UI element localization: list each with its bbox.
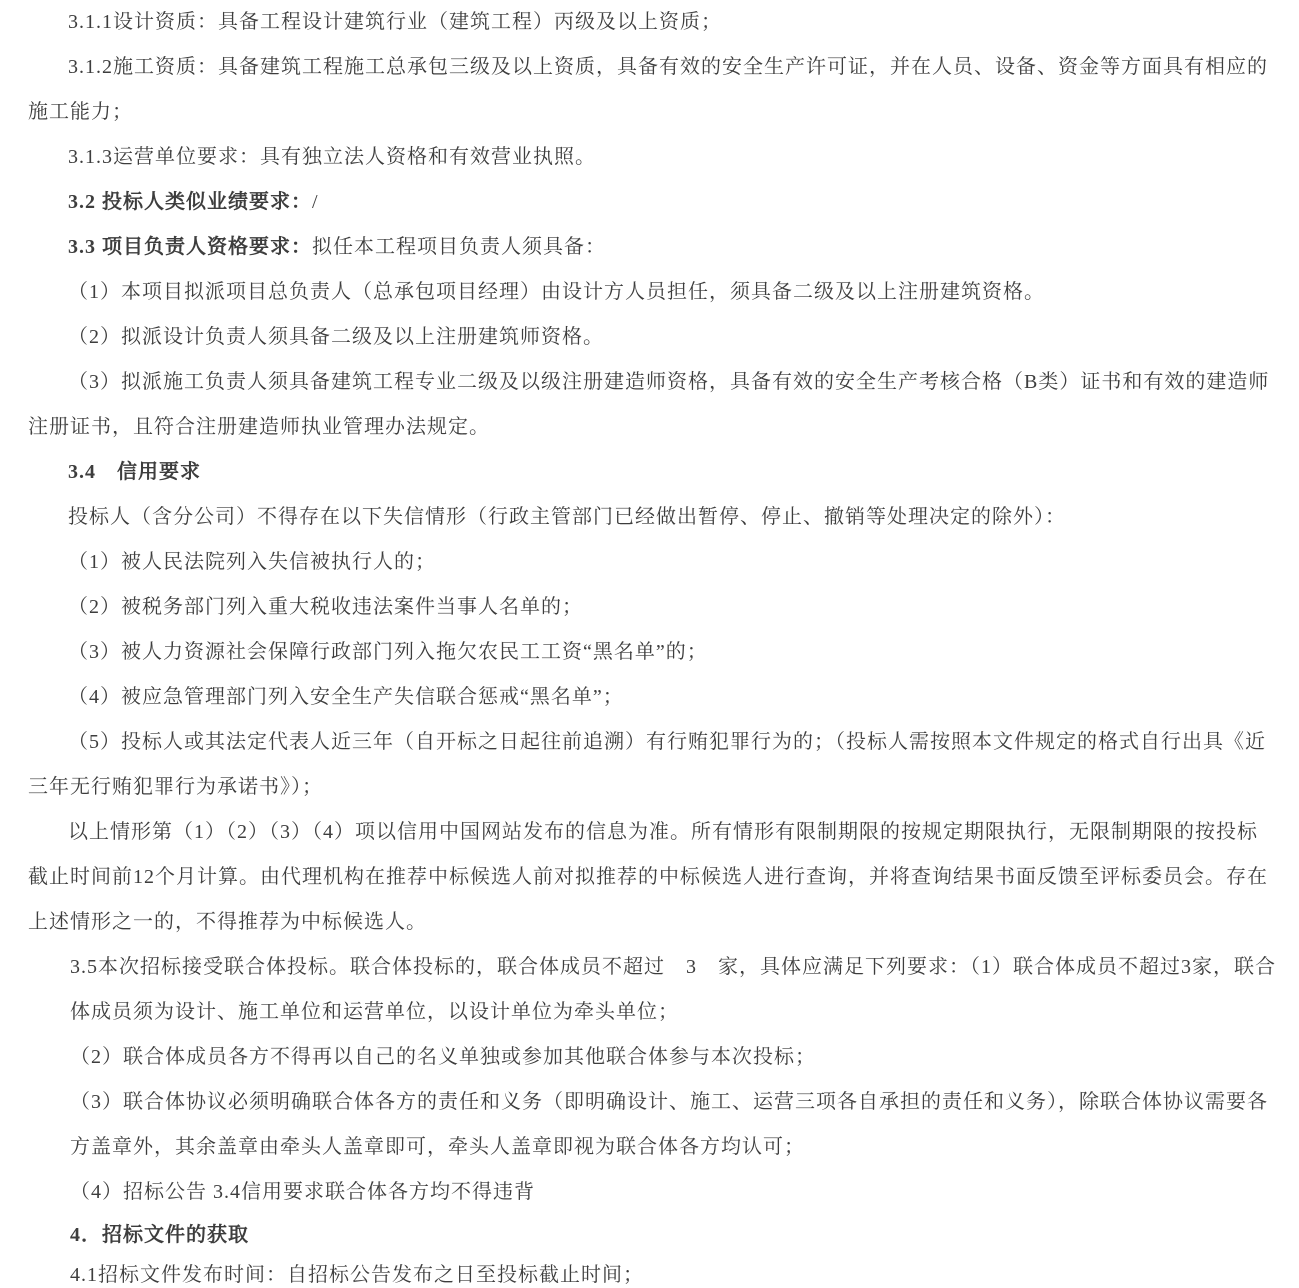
text-run: 3.5本次招标接受联合体投标。联合体投标的，联合体成员不超过 3 家，具体应满足下列要求：（1）联合体成员不超过3家，联合体成员须为设计、施工单位和运营单位，以设计单位为牵头单位； — [70, 956, 1276, 1023]
clause-3-4-item-3 — [28, 630, 1277, 675]
text-run: （3）拟派施工负责人须具备建筑工程专业二级及以级注册建造师资格，具备有效的安全生产考核合格（B类）证书和有效的建造师注册证书，且符合注册建造师执业管理办法规定。 — [28, 371, 1270, 438]
clause-3-4-item-1 — [28, 540, 1277, 585]
clause-3-4-heading — [28, 450, 1277, 495]
text-run: （5）投标人或其法定代表人近三年（自开标之日起往前追溯）有行贿犯罪行为的；（投标人需按照本文件规定的格式自行出具《近三年无行贿犯罪行为承诺书》）； — [28, 731, 1266, 798]
text-run: （4）招标公告 3.4信用要求联合体各方均不得违背 — [70, 1181, 535, 1203]
clause-3-3-item-1 — [28, 270, 1277, 315]
clause-4-1 — [28, 1255, 1277, 1288]
text-run: 3.2 投标人类似业绩要求： — [68, 191, 312, 213]
text-run: （3）被人力资源社会保障行政部门列入拖欠农民工工资“黑名单”的； — [68, 641, 708, 663]
clause-3-3-heading — [28, 225, 1277, 270]
text-run: 4.1招标文件发布时间：自招标公告发布之日至投标截止时间； — [70, 1264, 644, 1286]
text-run: （2）被税务部门列入重大税收违法案件当事人名单的； — [68, 596, 583, 618]
clause-3-1-1 — [28, 0, 1277, 45]
text-run: （3）联合体协议必须明确联合体各方的责任和义务（即明确设计、施工、运营三项各自承担的责任和义务），除联合体协议需要各方盖章外，其余盖章由牵头人盖章即可，牵头人盖章即视为联合体各方均认可； — [70, 1091, 1268, 1158]
clause-3-3-item-3 — [28, 360, 1277, 450]
text-run: （4）被应急管理部门列入安全生产失信联合惩戒“黑名单”； — [68, 686, 624, 708]
text-run: 3.1.3运营单位要求：具有独立法人资格和有效营业执照。 — [68, 146, 596, 168]
clause-3-2-heading — [28, 180, 1277, 225]
text-run: （1）本项目拟派项目总负责人（总承包项目经理）由设计方人员担任，须具备二级及以上注册建筑资格。 — [68, 281, 1045, 303]
text-run: 3.4 信用要求 — [68, 461, 201, 483]
text-run: 拟任本工程项目负责人须具备： — [312, 236, 606, 258]
document-body — [28, 0, 1277, 1288]
text-run: 3.1.2施工资质：具备建筑工程施工总承包三级及以上资质，具备有效的安全生产许可证，并在人员、设备、资金等方面具有相应的施工能力； — [28, 56, 1268, 123]
text-run: 4．招标文件的获取 — [70, 1224, 249, 1246]
clause-3-4-intro — [28, 495, 1277, 540]
clause-3-1-2 — [28, 45, 1277, 135]
text-run: （1）被人民法院列入失信被执行人的； — [68, 551, 436, 573]
clause-3-3-item-2 — [28, 315, 1277, 360]
clause-3-4-item-5 — [28, 720, 1277, 810]
clause-3-4-item-4 — [28, 675, 1277, 720]
text-run: （2）拟派设计负责人须具备二级及以上注册建筑师资格。 — [68, 326, 604, 348]
clause-3-5-item-2 — [28, 1035, 1277, 1080]
clause-3-1-3 — [28, 135, 1277, 180]
clause-3-5-item-4 — [28, 1170, 1277, 1215]
clause-3-5 — [28, 945, 1277, 1035]
text-run: 以上情形第（1）（2）（3）（4）项以信用中国网站发布的信息为准。所有情形有限制期限的按规定期限执行，无限制期限的按投标截止时间前12个月计算。由代理机构在推荐中标候选人前对拟推荐的中标候选人进行查询，并将查询结果书面反馈至评标委员会。存在上述情形之一的，不得推荐为中标候选人。 — [28, 821, 1268, 933]
text-run: 3.3 项目负责人资格要求： — [68, 236, 312, 258]
text-run: （2）联合体成员各方不得再以自己的名义单独或参加其他联合体参与本次投标； — [70, 1046, 816, 1068]
clause-3-5-item-3 — [28, 1080, 1277, 1170]
text-run: / — [312, 191, 319, 213]
text-run: 3.1.1设计资质：具备工程设计建筑行业（建筑工程）丙级及以上资质； — [68, 11, 722, 33]
clause-3-4-item-2 — [28, 585, 1277, 630]
section-4-heading — [28, 1215, 1277, 1255]
clause-3-4-note — [28, 810, 1277, 945]
text-run: 投标人（含分公司）不得存在以下失信情形（行政主管部门已经做出暂停、停止、撤销等处理决定的除外）： — [68, 506, 1066, 528]
